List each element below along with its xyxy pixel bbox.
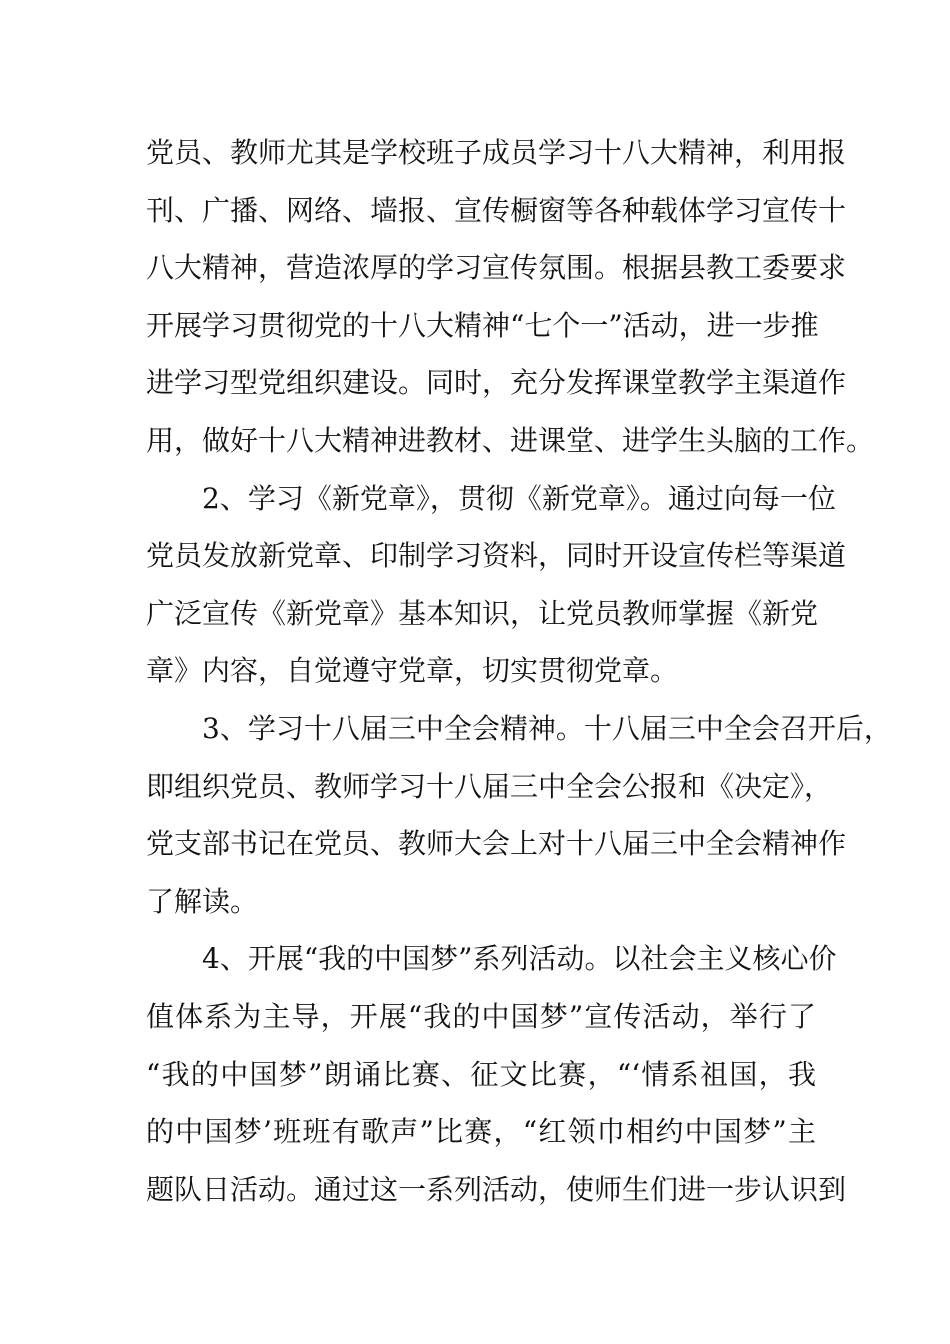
text-line: 八大精神，营造浓厚的学习宣传氛围。根据县教工委要求 [146, 251, 847, 285]
text-line: 的中国梦’班班有歌声”比赛，“红领巾相约中国梦”主 [146, 1115, 816, 1149]
text-line: 党员、教师尤其是学校班子成员学习十八大精神，利用报 [146, 136, 847, 169]
text-line: “我的中国梦”朗诵比赛、征文比赛，“‘情系祖国，我 [146, 1057, 816, 1091]
text-line: 开展学习贯彻党的十八大精神“七个一”活动，进一步推 [146, 308, 819, 342]
text-line: 进学习型党组织建设。同时，充分发挥课堂教学主渠道作 [146, 366, 847, 400]
text-line: 广泛宣传《新党章》基本知识，让党员教师掌握《新党 [146, 596, 819, 630]
text-line: 2、学习《新党章》，贯彻《新党章》。通过向每一位 [202, 481, 836, 515]
body-text [146, 124, 892, 1218]
text-line: 值体系为主导，开展“我的中国梦”宣传活动，举行了 [146, 999, 816, 1033]
text-line: 党员发放新党章、印制学习资料，同时开设宣传栏等渠道 [146, 539, 847, 573]
text-line: 党支部书记在党员、教师大会上对十八届三中全会精神作 [146, 827, 847, 861]
text-line: 题队日活动。通过这一系列活动，使师生们进一步认识到 [146, 1172, 847, 1206]
text-line: 章》内容，自觉遵守党章，切实贯彻党章。 [146, 654, 679, 688]
text-line: 即组织党员、教师学习十八届三中全会公报和《决定》， [146, 769, 833, 803]
text-line: 用，做好十八大精神进教材、进课堂、进学生头脑的工作。 [146, 423, 875, 457]
text-line: 3、学习十八届三中全会精神。十八届三中全会召开后， [202, 711, 892, 745]
text-line: 了解读。 [146, 884, 259, 918]
text-line: 刊、广播、网络、墙报、宣传橱窗等各种载体学习宣传十 [146, 193, 847, 227]
text-line: 4、开展“我的中国梦”系列活动。以社会主义核心价 [202, 942, 837, 976]
